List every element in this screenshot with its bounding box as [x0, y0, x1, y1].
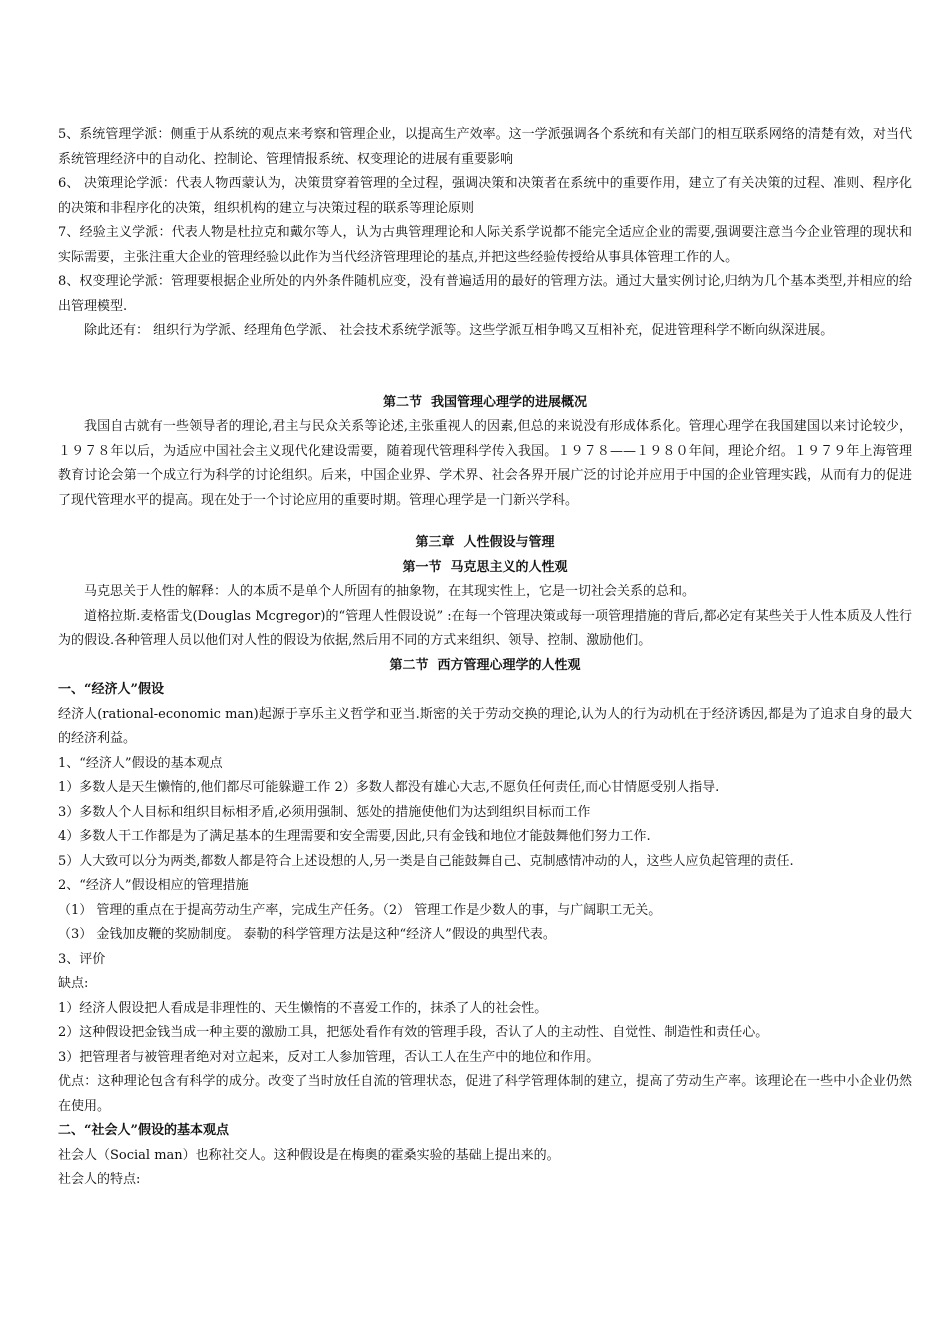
other-schools-paragraph: 除此还有： 组织行为学派、经理角色学派、 社会技术系统学派等。这些学派互相争鸣又互相补充，促进管理科学不断向纵深进展。 — [84, 323, 834, 338]
social-man-traits-heading: 社会人的特点: — [58, 1172, 141, 1187]
measure-item: （3） 金钱加皮鞭的奖励制度。 泰勒的科学管理方法是这种“经济人”假设的典型代表。 — [58, 927, 556, 942]
school-item-empiricism: 7、经验主义学派：代表人物是杜拉克和戴尔等人，认为古典管理理论和人际关系学说都不能完全适应企业的需要,强调要注意当今企业管理的现状和实际需要，主张注重大企业的管理经验以此作为当代经济管理理论的基点,并把这些经验传授给从事具体管理工作的人。 — [58, 225, 912, 265]
evaluation-heading: 3、评价 — [58, 951, 106, 967]
con-item: 2）这种假设把金钱当成一种主要的激励工具，把惩处看作有效的管理手段，否认了人的主动性、自觉性、制造性和责任心。 — [58, 1025, 769, 1040]
view-item: 3）多数人个人目标和组织目标相矛盾,必须用强制、惩处的措施使他们为达到组织目标而工作 — [58, 804, 591, 820]
view-item: 4）多数人干工作都是为了满足基本的生理需要和安全需要,因此,只有金钱和地位才能鼓舞他们努力工作. — [58, 829, 651, 844]
school-item-systems: 5、系统管理学派：侧重于从系统的观点来考察和管理企业，以提高生产效率。这一学派强调各个系统和有关部门的相互联系网络的清楚有效，对当代系统管理经济中的自动化、控制论、管理情报系统、权变理论的进展有重要影响 — [58, 127, 912, 167]
economic-man-measures-heading: 2、“经济人”假设相应的管理措施 — [58, 878, 249, 893]
con-item: 1）经济人假设把人看成是非理性的、天生懒惰的不喜爱工作的，抹杀了人的社会性。 — [58, 1000, 548, 1016]
view-item: 5）人大致可以分为两类,都数人都是符合上述设想的人,另一类是自己能鼓舞自己、克制感情冲动的人，这些人应负起管理的责任. — [58, 853, 794, 869]
economic-man-heading: 一、“经济人”假设 — [58, 682, 164, 697]
chapter-title: 第三章 人性假设与管理 — [415, 535, 555, 550]
economic-man-intro: 经济人(rational-economic man)起源于享乐主义哲学和亚当.斯密的关于劳动交换的理论,认为人的行为动机在于经济诱因,都是为了追求自身的最大的经济利益。 — [58, 706, 912, 746]
school-item-contingency: 8、权变理论学派：管理要根据企业所处的内外条件随机应变，没有普遍适用的最好的管理方法。通过大量实例讨论,归纳为几个基本类型,并相应的给出管理模型. — [58, 274, 912, 314]
pros-paragraph: 优点：这种理论包含有科学的成分。改变了当时放任自流的管理状态，促进了科学管理体制的建立，提高了劳动生产率。该理论在一些中小企业仍然在使用。 — [58, 1074, 912, 1114]
mcgregor-paragraph: 道格拉斯.麦格雷戈(Douglas Mcgregor)的“管理人性假设说” :在每一个管理决策或每一项管理措施的背后,都必定有某些关于人性本质及人性行为的假设.各种管理人员以他们对人性的假设为依据,然后用不同的方式来组织、领导、控制、激励他们。 — [58, 608, 912, 648]
economic-man-views-heading: 1、“经济人”假设的基本观点 — [58, 755, 223, 771]
section-title-china-development: 第二节 我国管理心理学的进展概况 — [382, 394, 588, 410]
china-development-paragraph: 我国自古就有一些领导者的理论,君主与民众关系等论述,主张重视人的因素,但总的来说没有形成体系化。管理心理学在我国建国以来讨论较少，１９７８年以后，为适应中国社会主义现代化建设需要，随着现代管理科学传入我国。１９７８——１９８０年间，理论介绍。１９７９年上海管理教育讨论会第一个成立行为科学的讨论组织。后来，中国企业界、学术界、社会各界开展广泛的讨论并应用于中国的企业管理实践，从而有力的促进了现代管理水平的提高。现在处于一个讨论应用的重要时期。管理心理学是一门新兴学科。 — [58, 419, 912, 508]
schools-list — [58, 123, 912, 344]
social-man-intro: 社会人（Social man）也称社交人。这种假设是在梅奥的霍桑实验的基础上提出来的。 — [58, 1147, 560, 1163]
cons-heading: 缺点: — [58, 976, 89, 991]
measure-item: （1） 管理的重点在于提高劳动生产率，完成生产任务。（2） 管理工作是少数人的事，与广阔职工无关。 — [58, 902, 662, 918]
social-man-heading: 二、“社会人”假设的基本观点 — [58, 1123, 229, 1138]
view-item: 1）多数人是天生懒惰的,他们都尽可能躲避工作 2）多数人都没有雄心大志,不愿负任何责任,而心甘情愿受别人指导. — [58, 780, 720, 795]
section-title-marxist: 第一节 马克思主义的人性观 — [402, 559, 568, 575]
section-gap — [58, 344, 912, 391]
con-item: 3）把管理者与被管理者绝对对立起来，反对工人参加管理，否认工人在生产中的地位和作用。 — [58, 1049, 600, 1065]
section-title-western: 第二节 西方管理心理学的人性观 — [389, 657, 581, 673]
document-page — [58, 123, 912, 1193]
chapter-gap — [58, 513, 912, 531]
school-item-decision: 6、 决策理论学派：代表人物西蒙认为，决策贯穿着管理的全过程，强调决策和决策者在系统中的重要作用，建立了有关决策的过程、准则、程序化的决策和非程序化的决策，组织机构的建立与决策过程的联系等理论原则 — [58, 176, 912, 216]
marx-paragraph: 马克思关于人性的解释：人的本质不是单个人所固有的抽象物，在其现实性上，它是一切社会关系的总和。 — [84, 584, 696, 599]
